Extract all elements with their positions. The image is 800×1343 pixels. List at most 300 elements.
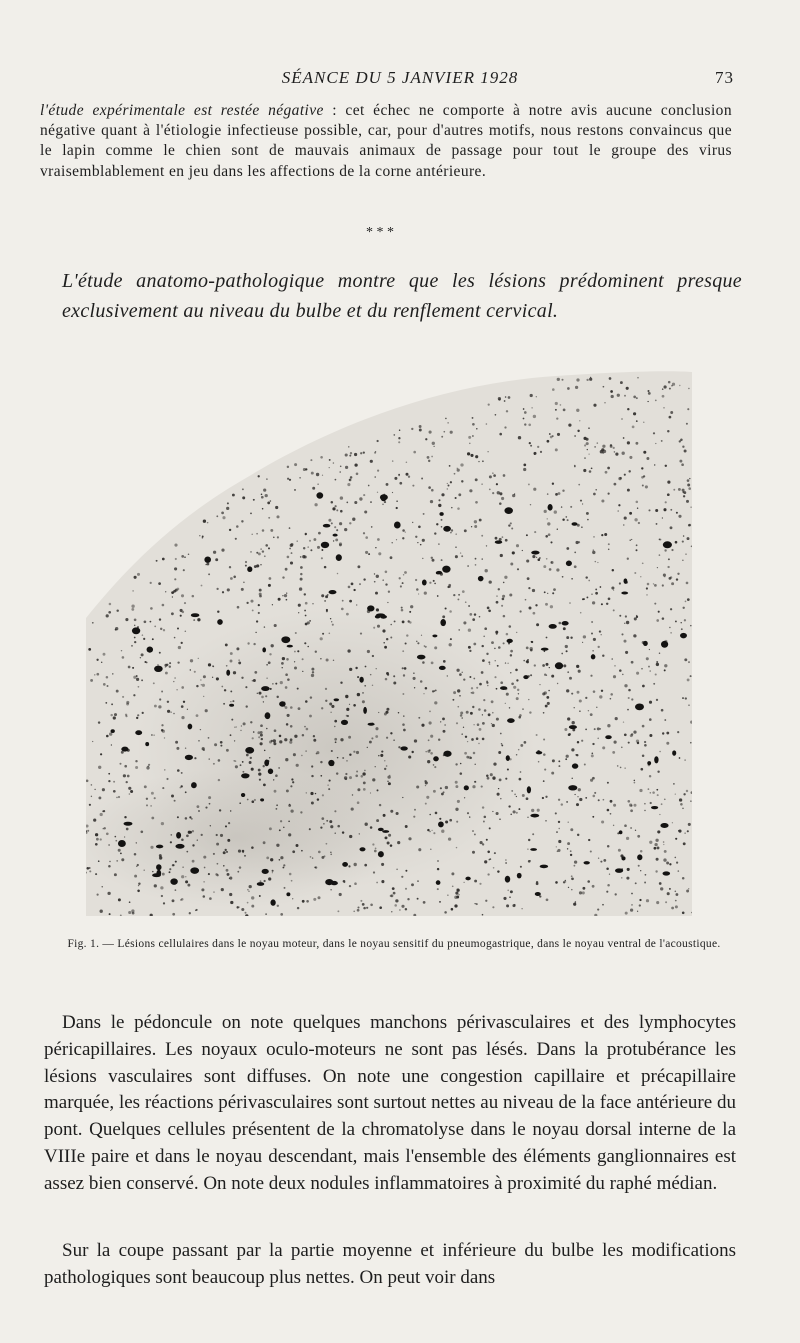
nucleus-dot [583, 469, 586, 472]
nucleus-dot [370, 460, 373, 463]
nucleus-dot [644, 882, 646, 884]
nucleus-dot [686, 500, 689, 503]
neuron-cell [523, 675, 528, 679]
nucleus-dot [181, 716, 184, 719]
nucleus-dot [563, 627, 566, 630]
nucleus-dot [527, 817, 528, 818]
neuron-cell [286, 892, 290, 896]
nucleus-dot [251, 534, 252, 535]
nucleus-dot [365, 551, 368, 554]
nucleus-dot [301, 850, 303, 852]
nucleus-dot [644, 741, 646, 743]
nucleus-dot [138, 686, 140, 688]
nucleus-dot [683, 495, 685, 497]
nucleus-dot [636, 544, 638, 546]
nucleus-dot [277, 905, 279, 907]
nucleus-dot [302, 671, 303, 672]
nucleus-dot [357, 801, 360, 804]
nucleus-dot [679, 757, 681, 759]
nucleus-dot [602, 445, 605, 448]
nucleus-dot [108, 611, 111, 614]
nucleus-dot [666, 732, 669, 735]
neuron-cell [262, 647, 266, 652]
nucleus-dot [479, 728, 482, 731]
italic-phrase: l'étude expérimentale est restée négative [40, 102, 324, 119]
nucleus-dot [494, 676, 496, 678]
body-paragraph-2: Sur la coupe passant par la partie moyenne et inférieure du bulbe les modifications pathologiques sont beaucoup plus nettes. On peut voir dans [44, 1240, 736, 1288]
nucleus-dot [180, 609, 183, 612]
nucleus-dot [293, 753, 296, 756]
nucleus-dot [202, 684, 205, 687]
nucleus-dot [513, 810, 516, 813]
nucleus-dot [516, 632, 517, 633]
nucleus-dot [646, 587, 648, 589]
neuron-cell [661, 641, 668, 648]
nucleus-dot [354, 501, 357, 504]
nucleus-dot [106, 614, 109, 617]
nucleus-dot [118, 796, 120, 798]
nucleus-dot [263, 784, 266, 787]
nucleus-dot [649, 670, 651, 672]
neuron-cell [359, 847, 365, 851]
nucleus-dot [311, 802, 314, 805]
nucleus-dot [472, 423, 475, 426]
nucleus-dot [396, 868, 398, 870]
nucleus-dot [177, 816, 179, 818]
nucleus-dot [263, 701, 264, 702]
nucleus-dot [291, 880, 293, 882]
nucleus-dot [286, 789, 289, 792]
nucleus-dot [410, 605, 413, 608]
nucleus-dot [565, 880, 567, 882]
nucleus-dot [639, 789, 642, 792]
nucleus-dot [162, 558, 165, 561]
nucleus-dot [563, 409, 566, 412]
nucleus-dot [510, 654, 512, 656]
nucleus-dot [331, 621, 332, 622]
nucleus-dot [574, 466, 575, 467]
nucleus-dot [674, 857, 676, 859]
nucleus-dot [492, 906, 494, 908]
nucleus-dot [542, 797, 544, 799]
nucleus-dot [136, 675, 138, 677]
nucleus-dot [357, 909, 360, 912]
nucleus-dot [359, 833, 360, 834]
nucleus-dot [284, 594, 287, 597]
nucleus-dot [649, 775, 651, 777]
nucleus-dot [456, 821, 458, 823]
nucleus-dot [100, 910, 103, 913]
nucleus-dot [389, 775, 390, 776]
nucleus-dot [226, 749, 229, 752]
nucleus-dot [174, 544, 177, 547]
nucleus-dot [163, 629, 165, 631]
nucleus-dot [236, 906, 238, 908]
nucleus-dot [663, 841, 665, 843]
nucleus-dot [449, 465, 451, 467]
nucleus-dot [143, 869, 144, 870]
nucleus-dot [124, 836, 125, 837]
nucleus-dot [374, 476, 376, 478]
histology-micrograph [86, 368, 692, 916]
nucleus-dot [572, 778, 573, 779]
nucleus-dot [361, 775, 364, 778]
nucleus-dot [172, 913, 175, 916]
nucleus-dot [452, 885, 454, 887]
nucleus-dot [108, 865, 111, 868]
nucleus-dot [356, 770, 358, 772]
nucleus-dot [372, 655, 374, 657]
nucleus-dot [681, 622, 682, 623]
neuron-cell [433, 756, 439, 761]
nucleus-dot [525, 599, 527, 601]
nucleus-dot [137, 573, 140, 576]
nucleus-dot [680, 803, 683, 806]
neuron-cell [647, 761, 651, 765]
nucleus-dot [115, 840, 117, 842]
nucleus-dot [374, 850, 377, 853]
nucleus-dot [489, 827, 491, 829]
nucleus-dot [294, 661, 295, 662]
nucleus-dot [431, 557, 433, 559]
nucleus-dot [555, 409, 557, 411]
nucleus-dot [555, 881, 558, 884]
nucleus-dot [166, 778, 168, 780]
nucleus-dot [653, 583, 654, 584]
nucleus-dot [102, 886, 103, 887]
nucleus-dot [344, 528, 347, 531]
nucleus-dot [386, 483, 389, 486]
nucleus-dot [169, 871, 171, 873]
nucleus-dot [682, 697, 684, 699]
nucleus-dot [304, 610, 306, 612]
nucleus-dot [549, 433, 551, 435]
nucleus-dot [505, 703, 506, 704]
nucleus-dot [588, 427, 590, 429]
nucleus-dot [258, 604, 260, 606]
nucleus-dot [359, 583, 361, 585]
nucleus-dot [448, 837, 451, 840]
nucleus-dot [396, 500, 398, 502]
nucleus-dot [617, 765, 619, 767]
nucleus-dot [659, 882, 662, 885]
nucleus-dot [595, 592, 598, 595]
nucleus-dot [91, 796, 92, 797]
nucleus-dot [437, 595, 439, 597]
nucleus-dot [331, 501, 334, 504]
neuron-cell [118, 840, 126, 847]
neuron-cell [226, 670, 230, 676]
nucleus-dot [555, 812, 557, 814]
nucleus-dot [445, 786, 448, 789]
nucleus-dot [398, 441, 400, 443]
neuron-cell [443, 751, 451, 757]
nucleus-dot [682, 912, 685, 915]
nucleus-dot [231, 719, 233, 721]
nucleus-dot [270, 529, 273, 532]
nucleus-dot [688, 661, 690, 663]
nucleus-dot [545, 603, 548, 606]
nucleus-dot [411, 428, 413, 430]
nucleus-dot [624, 517, 627, 520]
nucleus-dot [197, 618, 200, 621]
nucleus-dot [137, 864, 139, 866]
nucleus-dot [611, 586, 614, 589]
nucleus-dot [315, 793, 316, 794]
nucleus-dot [218, 779, 220, 781]
neuron-cell [260, 798, 264, 801]
nucleus-dot [230, 652, 233, 655]
nucleus-dot [529, 711, 531, 713]
nucleus-dot [296, 764, 299, 767]
nucleus-dot [625, 615, 627, 617]
nucleus-dot [455, 785, 458, 788]
neuron-cell [132, 627, 140, 634]
nucleus-dot [465, 601, 467, 603]
nucleus-dot [481, 786, 483, 788]
nucleus-dot [610, 800, 613, 803]
neuron-cell [443, 526, 451, 532]
nucleus-dot [422, 558, 423, 559]
nucleus-dot [464, 797, 465, 798]
nucleus-dot [590, 850, 592, 852]
nucleus-dot [467, 812, 469, 814]
nucleus-dot [498, 397, 501, 400]
nucleus-dot [376, 819, 379, 822]
nucleus-dot [580, 612, 582, 614]
nucleus-dot [289, 548, 291, 550]
nucleus-dot [246, 602, 248, 604]
nucleus-dot [467, 452, 470, 455]
nucleus-dot [247, 902, 249, 904]
nucleus-dot [656, 661, 658, 663]
nucleus-dot [310, 696, 312, 698]
nucleus-dot [578, 484, 580, 486]
nucleus-dot [271, 644, 274, 647]
nucleus-dot [165, 666, 166, 667]
nucleus-dot [407, 898, 409, 900]
nucleus-dot [235, 765, 238, 768]
neuron-cell [111, 729, 115, 733]
nucleus-dot [508, 524, 510, 526]
nucleus-dot [491, 700, 494, 703]
nucleus-dot [425, 785, 426, 786]
nucleus-dot [568, 423, 571, 426]
nucleus-dot [126, 781, 128, 783]
nucleus-dot [209, 897, 212, 900]
nucleus-dot [371, 526, 373, 528]
nucleus-dot [294, 735, 297, 738]
nucleus-dot [557, 683, 558, 684]
nucleus-dot [213, 853, 215, 855]
nucleus-dot [370, 792, 371, 793]
nucleus-dot [135, 766, 138, 769]
nucleus-dot [335, 741, 337, 743]
nucleus-dot [469, 650, 471, 652]
asterism: * * * [366, 225, 394, 240]
nucleus-dot [545, 820, 547, 822]
nucleus-dot [649, 649, 650, 650]
neuron-cell [400, 746, 407, 750]
nucleus-dot [229, 893, 232, 896]
nucleus-dot [504, 426, 506, 428]
nucleus-dot [566, 755, 569, 758]
nucleus-dot [250, 551, 252, 553]
nucleus-dot [630, 827, 632, 829]
nucleus-dot [321, 707, 323, 709]
nucleus-dot [606, 891, 608, 893]
nucleus-dot [111, 703, 113, 705]
nucleus-dot [556, 831, 558, 833]
nucleus-dot [518, 808, 520, 810]
nucleus-dot [458, 894, 459, 895]
nucleus-dot [98, 796, 101, 799]
nucleus-dot [547, 522, 550, 525]
nucleus-dot [483, 699, 485, 701]
nucleus-dot [405, 870, 407, 872]
nucleus-dot [221, 549, 224, 552]
neuron-cell [175, 844, 184, 849]
nucleus-dot [263, 765, 265, 767]
nucleus-dot [400, 585, 402, 587]
nucleus-dot [472, 618, 475, 621]
nucleus-dot [502, 536, 504, 538]
nucleus-dot [284, 738, 287, 741]
nucleus-dot [175, 741, 178, 744]
nucleus-dot [302, 900, 305, 903]
neuron-cell [261, 686, 269, 691]
nucleus-dot [317, 798, 319, 800]
nucleus-dot [287, 714, 290, 717]
nucleus-dot [645, 874, 647, 876]
nucleus-dot [500, 681, 503, 684]
nucleus-dot [146, 766, 149, 769]
nucleus-dot [556, 846, 557, 847]
nucleus-dot [161, 724, 163, 726]
nucleus-dot [174, 578, 176, 580]
nucleus-dot [565, 881, 566, 882]
nucleus-dot [669, 863, 671, 865]
nucleus-dot [439, 818, 441, 820]
nucleus-dot [270, 688, 272, 690]
nucleus-dot [370, 501, 372, 503]
nucleus-dot [241, 520, 243, 522]
nucleus-dot [454, 896, 457, 899]
nucleus-dot [458, 493, 461, 496]
nucleus-dot [340, 496, 343, 499]
nucleus-dot [143, 638, 145, 640]
nucleus-dot [638, 522, 640, 524]
nucleus-dot [451, 529, 453, 531]
nucleus-dot [501, 497, 504, 500]
nucleus-dot [469, 816, 470, 817]
nucleus-dot [146, 662, 148, 664]
nucleus-dot [128, 911, 131, 914]
nucleus-dot [441, 559, 443, 561]
nucleus-dot [440, 787, 442, 789]
nucleus-dot [640, 870, 641, 871]
nucleus-dot [224, 689, 226, 691]
nucleus-dot [675, 900, 677, 902]
nucleus-dot [523, 408, 525, 410]
nucleus-dot [421, 635, 422, 636]
nucleus-dot [130, 790, 133, 793]
nucleus-dot [246, 705, 248, 707]
nucleus-dot [482, 843, 484, 845]
nucleus-dot [506, 693, 509, 696]
nucleus-dot [152, 871, 153, 872]
nucleus-dot [385, 678, 388, 681]
nucleus-dot [213, 763, 215, 765]
nucleus-dot [492, 492, 494, 494]
nucleus-dot [577, 834, 579, 836]
nucleus-dot [208, 873, 210, 875]
nucleus-dot [675, 793, 676, 794]
nucleus-dot [93, 819, 96, 822]
nucleus-dot [479, 683, 482, 686]
nucleus-dot [505, 859, 507, 861]
nucleus-dot [261, 494, 263, 496]
nucleus-dot [262, 529, 265, 532]
nucleus-dot [375, 547, 376, 548]
nucleus-dot [599, 631, 600, 632]
nucleus-dot [462, 590, 465, 593]
nucleus-dot [534, 531, 536, 533]
nucleus-dot [558, 622, 561, 625]
nucleus-dot [614, 741, 617, 744]
nucleus-dot [138, 883, 140, 885]
nucleus-dot [349, 704, 350, 705]
nucleus-dot [671, 549, 673, 551]
nucleus-dot [402, 693, 404, 695]
nucleus-dot [552, 388, 555, 391]
neuron-cell [229, 704, 234, 707]
nucleus-dot [242, 488, 244, 490]
nucleus-dot [299, 477, 301, 479]
nucleus-dot [98, 860, 100, 862]
nucleus-dot [87, 867, 90, 870]
nucleus-dot [182, 866, 184, 868]
nucleus-dot [534, 454, 535, 455]
neuron-cell [672, 750, 676, 755]
nucleus-dot [254, 799, 256, 801]
neuron-cell [334, 698, 340, 701]
nucleus-dot [613, 590, 614, 591]
nucleus-dot [134, 625, 135, 626]
nucleus-dot [662, 395, 665, 398]
nucleus-dot [322, 794, 324, 796]
nucleus-dot [288, 833, 291, 836]
nucleus-dot [547, 593, 548, 594]
nucleus-dot [437, 868, 439, 870]
nucleus-dot [627, 709, 629, 711]
neuron-cell [621, 592, 628, 595]
nucleus-dot [302, 555, 305, 558]
nucleus-dot [665, 901, 667, 903]
nucleus-dot [663, 407, 665, 409]
nucleus-dot [570, 506, 572, 508]
nucleus-dot [526, 647, 529, 650]
nucleus-dot [276, 804, 278, 806]
nucleus-dot [612, 751, 615, 754]
nucleus-dot [453, 691, 456, 694]
nucleus-dot [215, 558, 218, 561]
nucleus-dot [262, 508, 264, 510]
nucleus-dot [370, 904, 373, 907]
neuron-cell [268, 768, 273, 774]
nucleus-dot [610, 813, 612, 815]
nucleus-dot [290, 725, 293, 728]
